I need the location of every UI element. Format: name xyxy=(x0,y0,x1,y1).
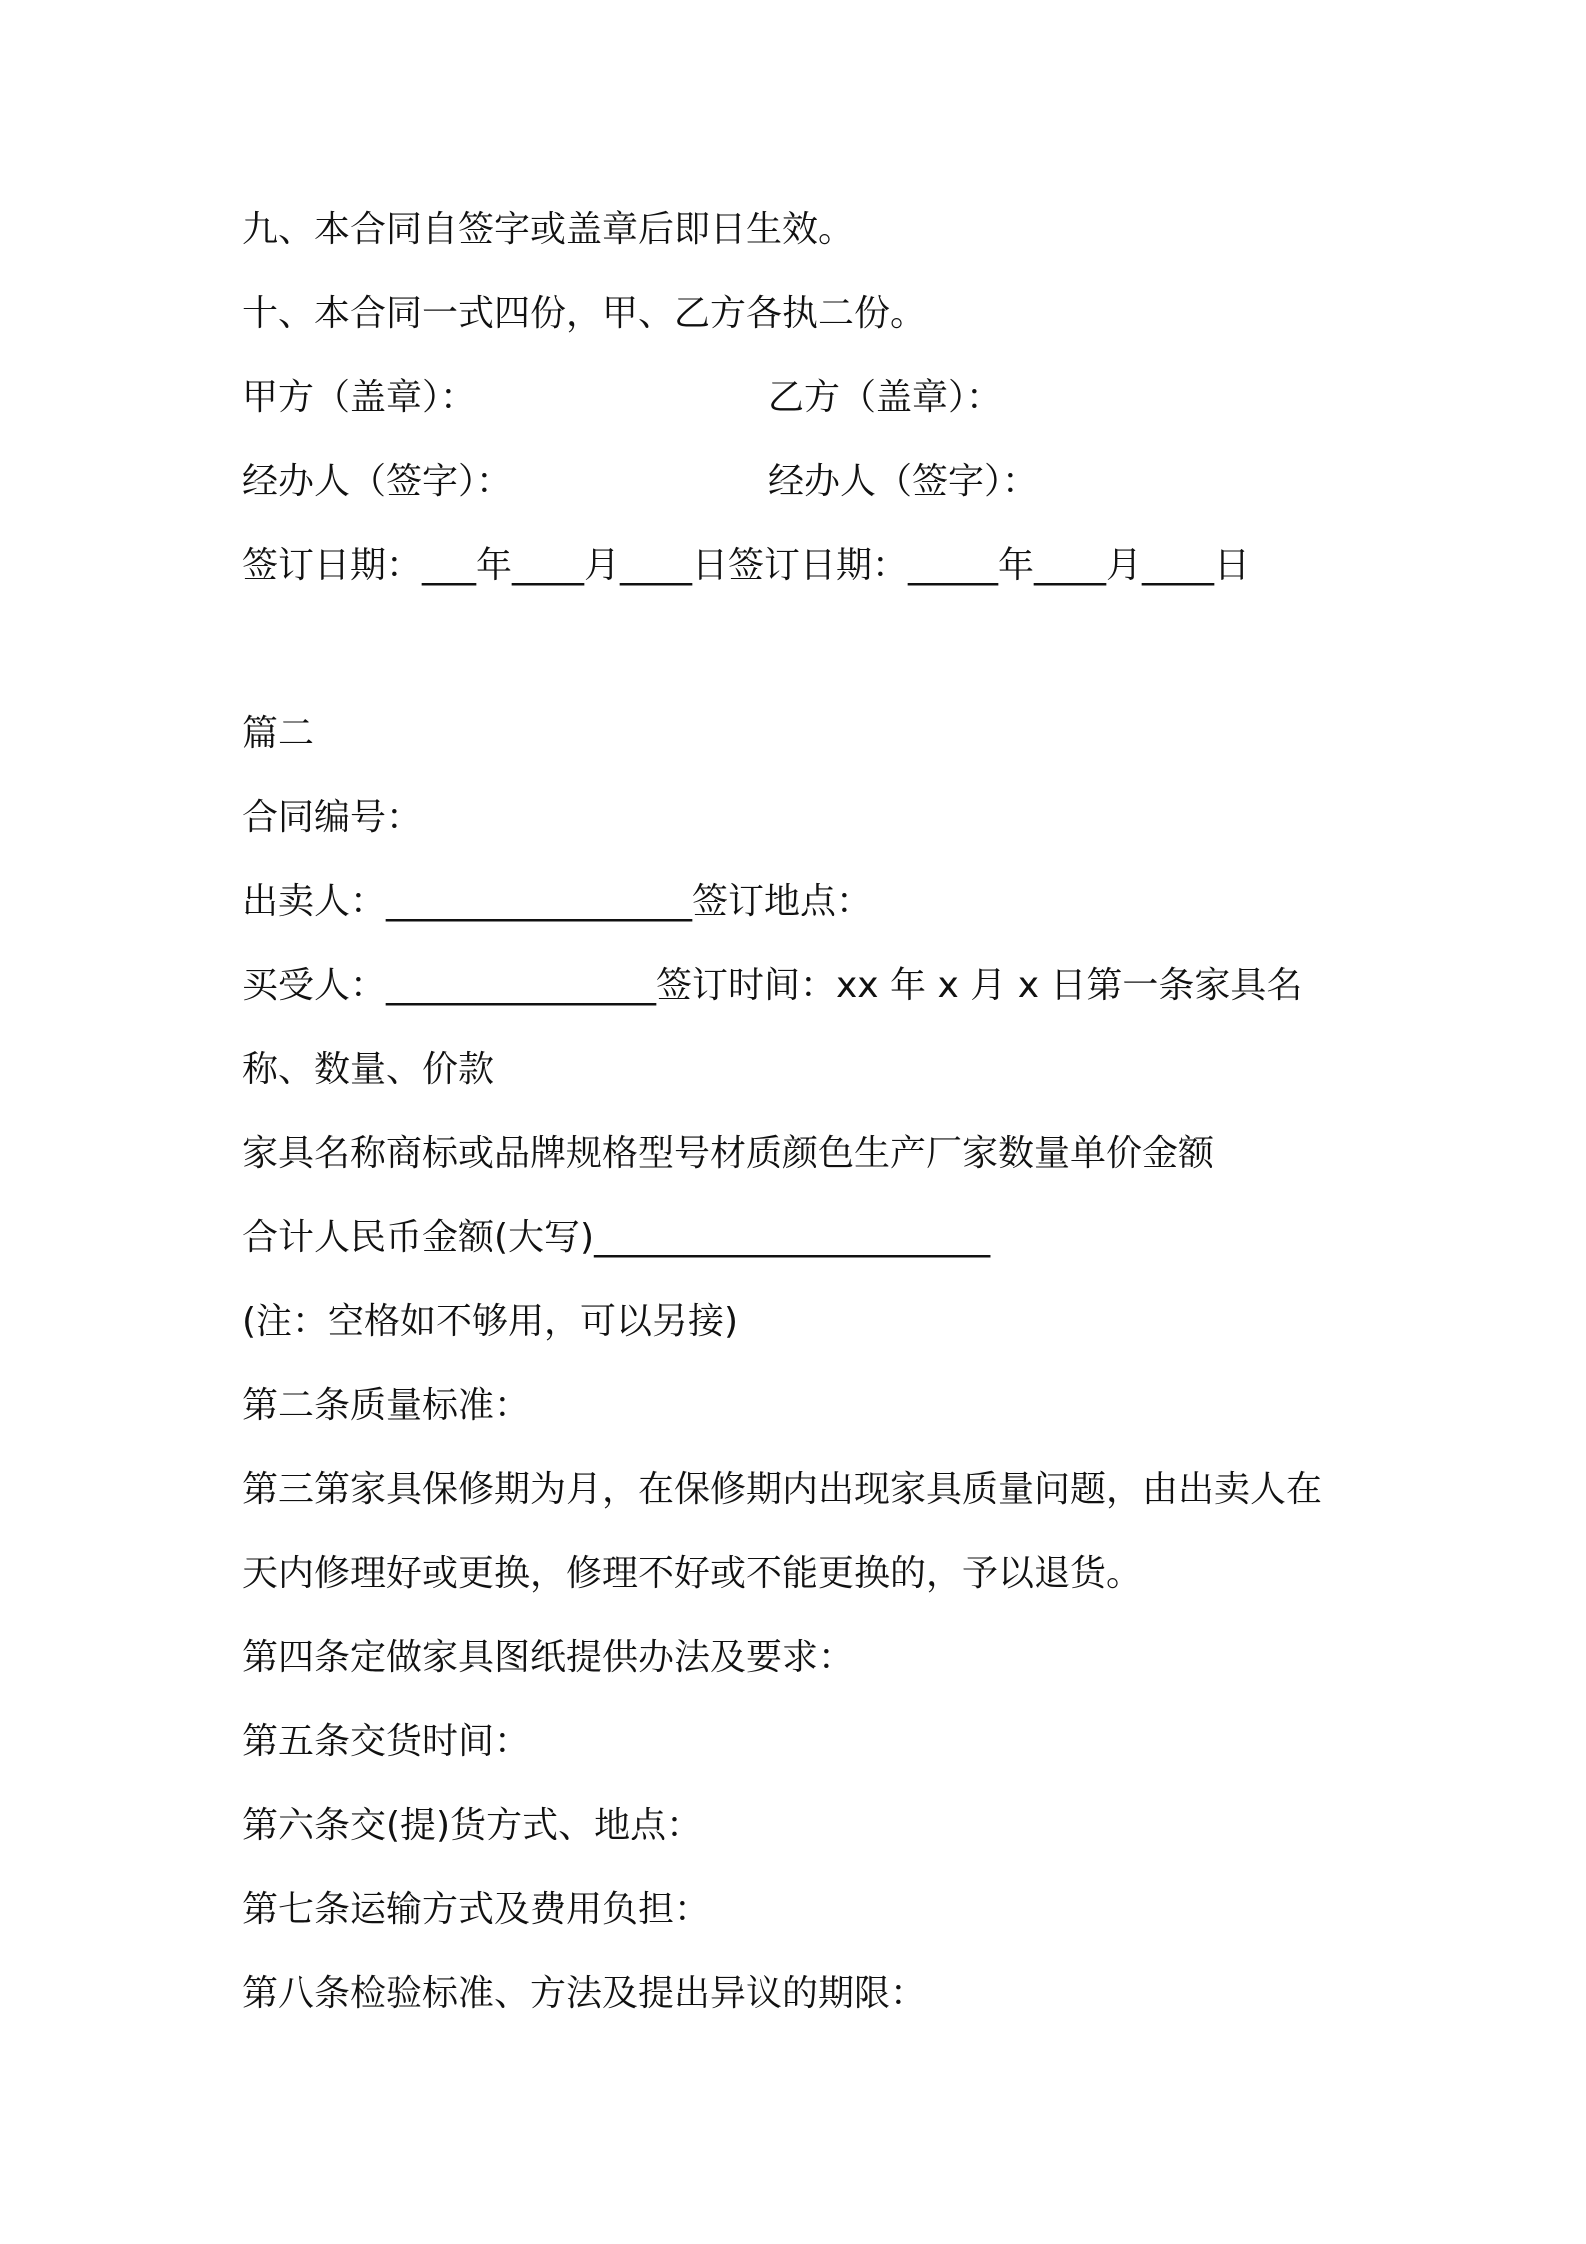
article-3-line-1: 第三第家具保修期为月，在保修期内出现家具质量问题，由出卖人在 xyxy=(242,1469,1323,1510)
agent-a-signature: 经办人（签字）： xyxy=(242,461,513,502)
article-2: 第二条质量标准： xyxy=(242,1385,531,1426)
seller-line: 出卖人：_________________签订地点： xyxy=(242,881,873,922)
buyer-line: 买受人：_______________签订时间：xx 年 x 月 x 日第一条家具名 xyxy=(242,965,1303,1006)
note-line: (注：空格如不够用，可以另接) xyxy=(242,1301,739,1342)
article-8: 第八条检验标准、方法及提出异议的期限： xyxy=(242,1973,927,2014)
article-7: 第七条运输方式及费用负担： xyxy=(242,1889,711,1930)
article-4: 第四条定做家具图纸提供办法及要求： xyxy=(242,1637,855,1678)
article-3-line-2: 天内修理好或更换，修理不好或不能更换的，予以退货。 xyxy=(242,1553,1143,1594)
party-a-seal: 甲方（盖章）： xyxy=(242,377,477,418)
article-5: 第五条交货时间： xyxy=(242,1721,531,1762)
buyer-line-continued: 称、数量、价款 xyxy=(242,1049,495,1090)
agent-row xyxy=(242,458,1442,506)
clause-9: 九、本合同自签字或盖章后即日生效。 xyxy=(242,209,855,250)
table-header-line: 家具名称商标或品牌规格型号材质颜色生产厂家数量单价金额 xyxy=(242,1133,1215,1174)
contract-number: 合同编号： xyxy=(242,797,423,838)
section-title: 篇二 xyxy=(242,713,315,754)
party-b-seal: 乙方（盖章）： xyxy=(768,377,1003,418)
article-6: 第六条交(提)货方式、地点： xyxy=(242,1805,703,1846)
seal-row xyxy=(242,374,1442,422)
sign-dates: 签订日期：___年____月____日签订日期：_____年____月____日 xyxy=(242,545,1251,586)
agent-b-signature: 经办人（签字）： xyxy=(768,461,1039,502)
total-amount-line: 合计人民币金额(大写)______________________ xyxy=(242,1217,991,1258)
clause-10: 十、本合同一式四份，甲、乙方各执二份。 xyxy=(242,293,927,334)
